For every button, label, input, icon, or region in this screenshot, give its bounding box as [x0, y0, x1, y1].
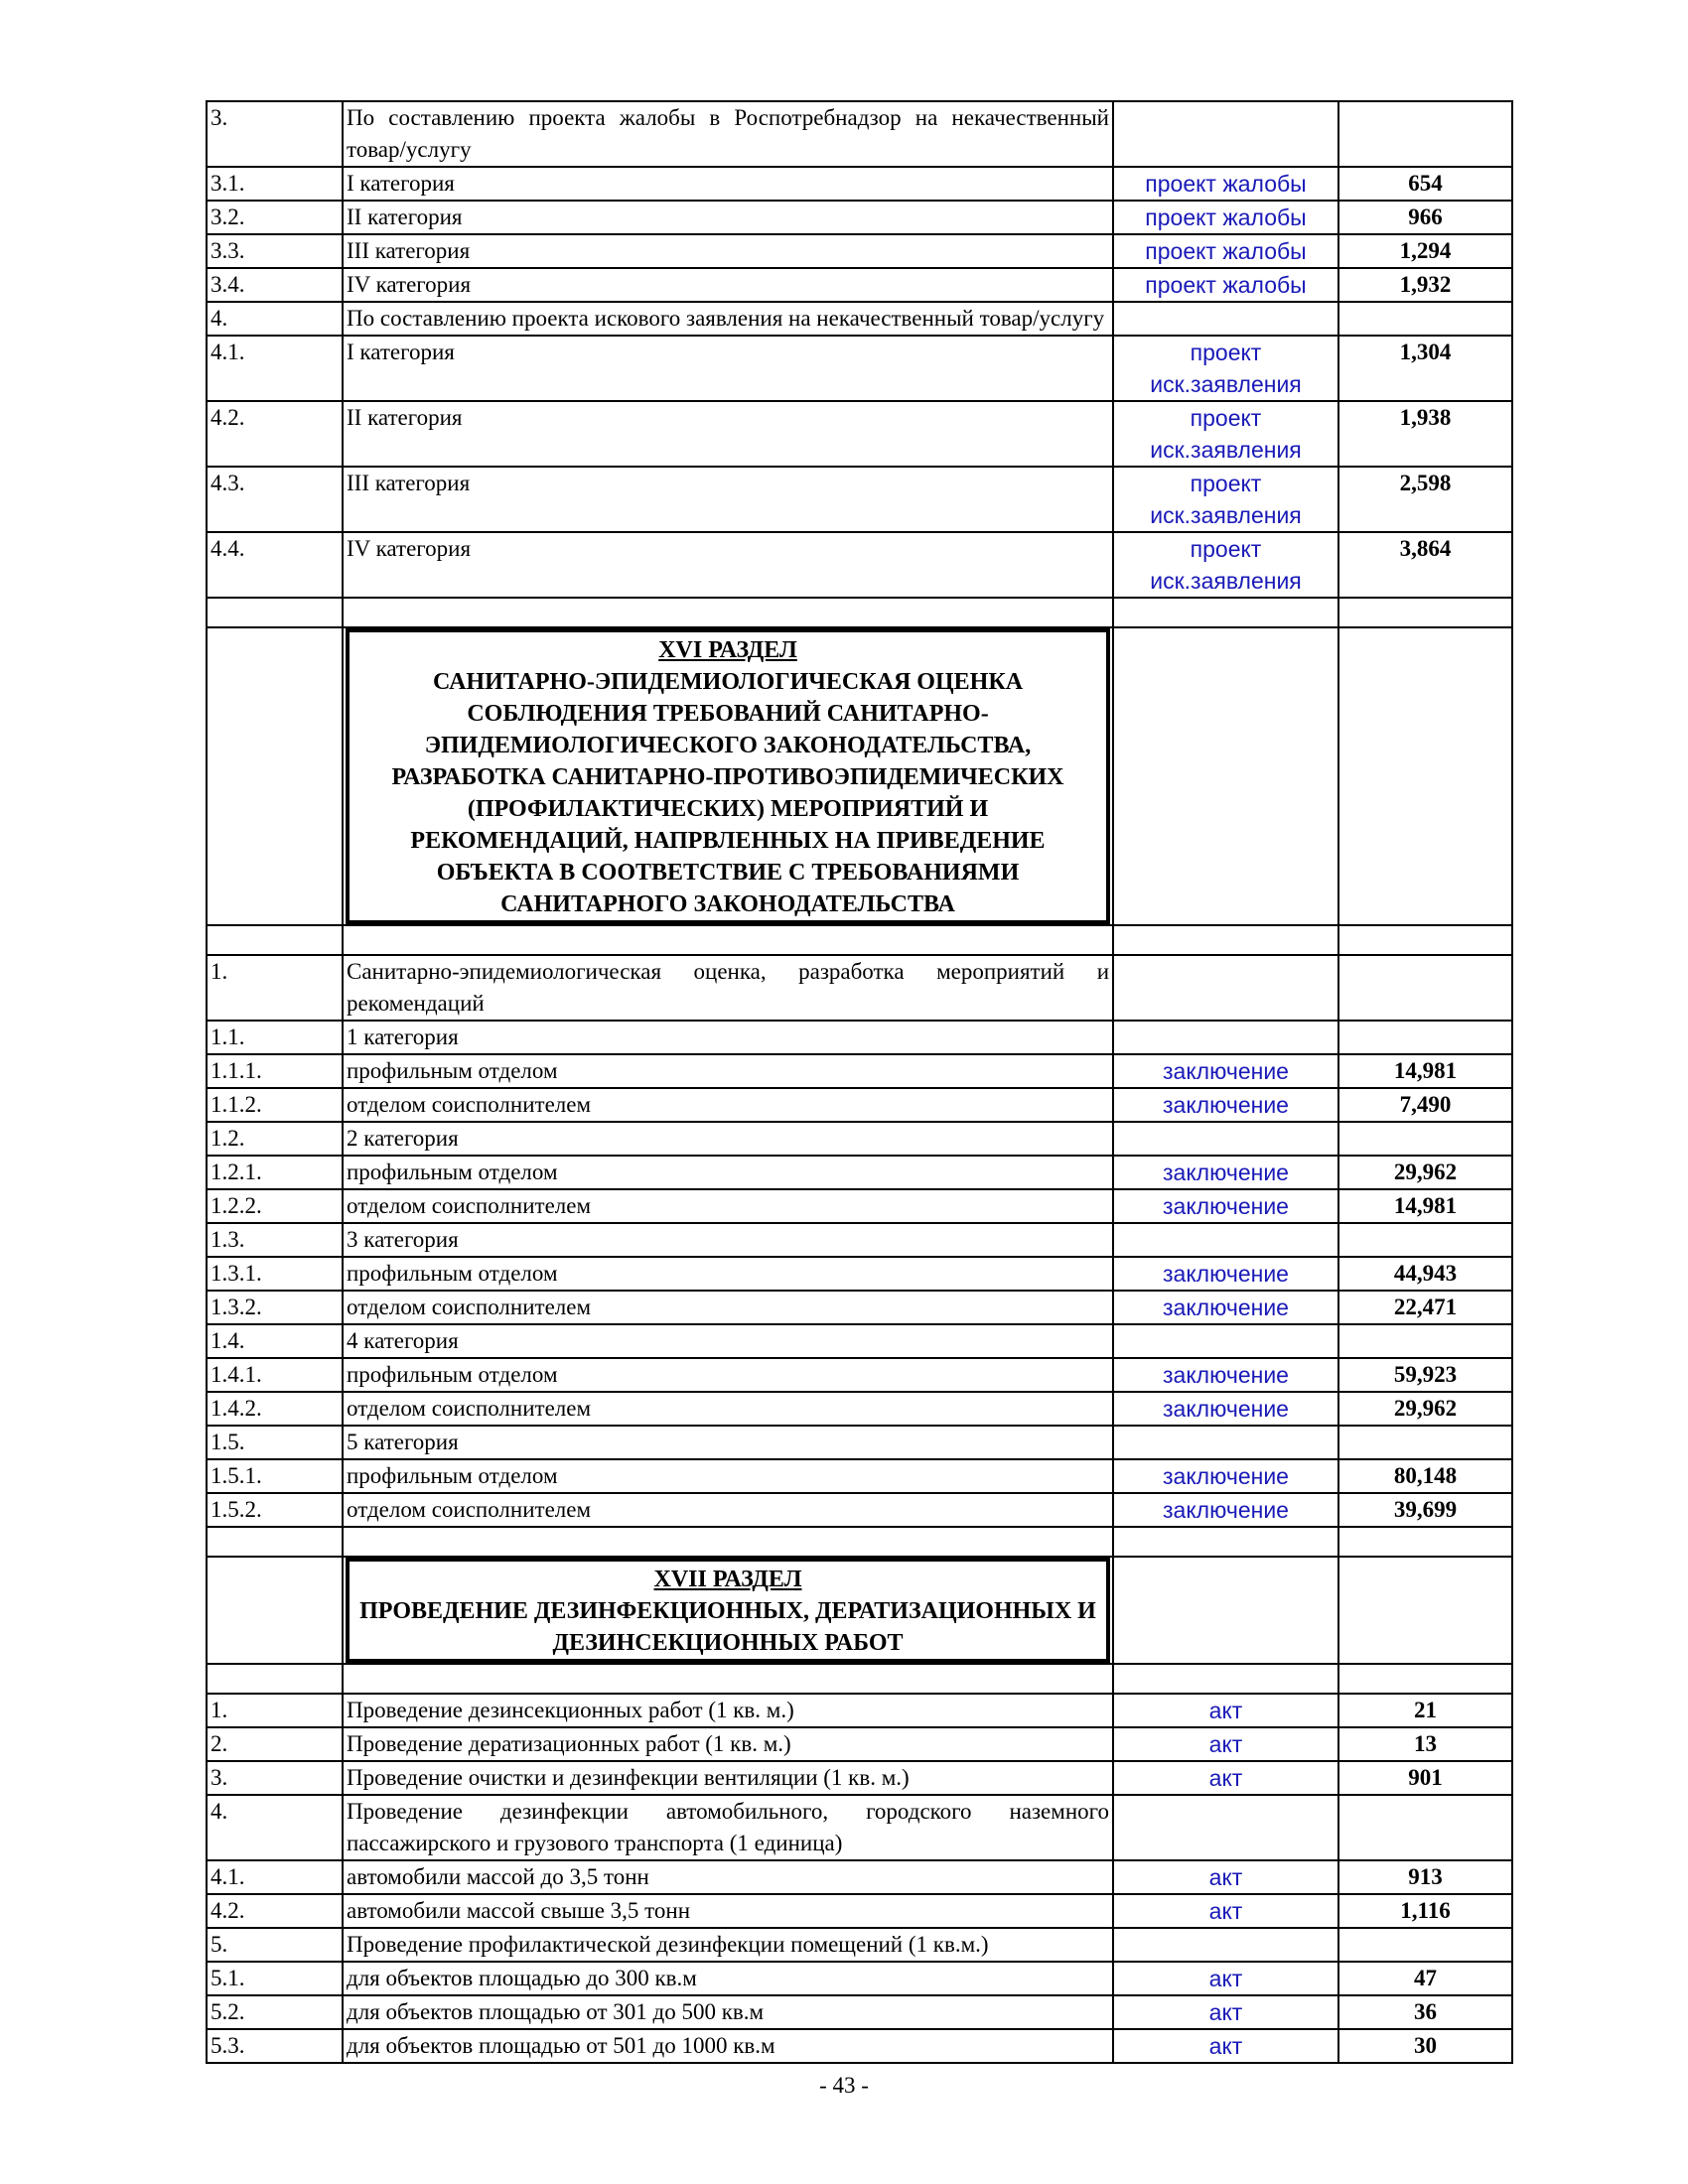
table-row [207, 101, 1512, 167]
row-description: автомобили массой свыше 3,5 тонн [343, 1894, 1113, 1928]
row-description: II категория [343, 401, 1113, 467]
row-price: 30 [1338, 2029, 1512, 2063]
row-number: 3.4. [207, 268, 343, 302]
table-row [207, 1928, 1512, 1962]
empty-row [207, 598, 1512, 627]
row-unit: акт [1113, 2029, 1338, 2063]
table-row [207, 1156, 1512, 1189]
row-unit: проект иск.заявления [1113, 532, 1338, 598]
row-unit [1113, 302, 1338, 336]
section-box [346, 1558, 1110, 1663]
empty-cell [1338, 1557, 1512, 1664]
row-description: По составлению проекта жалобы в Роспотребнадзор на некачественный товар/услугу [343, 101, 1113, 167]
empty-row [207, 1527, 1512, 1557]
row-unit: заключение [1113, 1459, 1338, 1493]
empty-cell [207, 1557, 343, 1664]
row-price: 14,981 [1338, 1054, 1512, 1088]
row-number: 4.1. [207, 1860, 343, 1894]
table-row [207, 1088, 1512, 1122]
empty-row [207, 1664, 1512, 1694]
row-price: 966 [1338, 201, 1512, 234]
row-number: 4. [207, 1795, 343, 1860]
price-table-body [207, 101, 1512, 2063]
section-heading: САНИТАРНО-ЭПИДЕМИОЛОГИЧЕСКАЯ ОЦЕНКА СОБЛЮДЕНИЯ ТРЕБОВАНИЙ САНИТАРНО-ЭПИДЕМИОЛОГИЧЕСКОГО ЗАКОНОДАТЕЛЬСТВА, РАЗРАБОТКА САНИТАРНО-ПРОТИВОЭПИДЕМИЧЕСКИХ (ПРОФИЛАКТИЧЕСКИХ) МЕРОПРИЯТИЙ И РЕКОМЕНДАЦИЙ, НАПРВЛЕННЫХ НА ПРИВЕДЕНИЕ ОБЪЕКТА В СООТВЕТСТВИЕ С ТРЕБОВАНИЯМИ САНИТАРНОГО ЗАКОНОДАТЕЛЬСТВА [391, 669, 1064, 917]
table-row [207, 532, 1512, 598]
row-unit: проект иск.заявления [1113, 401, 1338, 467]
row-price [1338, 1928, 1512, 1962]
table-row [207, 1054, 1512, 1088]
row-unit [1113, 101, 1338, 167]
row-price: 47 [1338, 1962, 1512, 1995]
row-price: 654 [1338, 167, 1512, 201]
row-price [1338, 955, 1512, 1021]
empty-cell [207, 598, 343, 627]
row-number: 3.1. [207, 167, 343, 201]
row-description: 4 категория [343, 1324, 1113, 1358]
row-unit: заключение [1113, 1291, 1338, 1324]
row-price: 1,304 [1338, 336, 1512, 401]
row-description: Проведение дератизационных работ (1 кв. м.) [343, 1727, 1113, 1761]
row-price: 14,981 [1338, 1189, 1512, 1223]
row-description: IV категория [343, 532, 1113, 598]
row-number: 5.1. [207, 1962, 343, 1995]
section-header-cell [343, 1557, 1113, 1664]
row-description: профильным отделом [343, 1358, 1113, 1392]
page-number: - 43 - [819, 2073, 869, 2098]
table-row [207, 955, 1512, 1021]
row-number: 4.2. [207, 401, 343, 467]
row-number: 3.2. [207, 201, 343, 234]
row-price: 13 [1338, 1727, 1512, 1761]
table-row [207, 401, 1512, 467]
row-price: 29,962 [1338, 1156, 1512, 1189]
row-unit [1113, 1122, 1338, 1156]
row-price: 3,864 [1338, 532, 1512, 598]
row-price: 1,938 [1338, 401, 1512, 467]
empty-cell [1113, 1557, 1338, 1664]
row-unit: проект иск.заявления [1113, 467, 1338, 532]
row-number: 4.2. [207, 1894, 343, 1928]
row-number: 2. [207, 1727, 343, 1761]
row-price [1338, 1021, 1512, 1054]
row-unit: проект жалобы [1113, 201, 1338, 234]
table-row [207, 1122, 1512, 1156]
table-row [207, 1761, 1512, 1795]
row-unit: заключение [1113, 1392, 1338, 1426]
row-price [1338, 1223, 1512, 1257]
table-row [207, 467, 1512, 532]
row-number: 1.1.1. [207, 1054, 343, 1088]
empty-cell [1113, 598, 1338, 627]
row-number: 3.3. [207, 234, 343, 268]
row-unit: проект жалобы [1113, 167, 1338, 201]
row-description: отделом соисполнителем [343, 1291, 1113, 1324]
row-number: 1.5.1. [207, 1459, 343, 1493]
row-price: 913 [1338, 1860, 1512, 1894]
row-description: I категория [343, 167, 1113, 201]
row-number: 1.5.2. [207, 1493, 343, 1527]
table-row [207, 1021, 1512, 1054]
row-description: для объектов площадью от 301 до 500 кв.м [343, 1995, 1113, 2029]
row-number: 1.3. [207, 1223, 343, 1257]
row-unit: заключение [1113, 1493, 1338, 1527]
row-unit: заключение [1113, 1257, 1338, 1291]
table-row [207, 1291, 1512, 1324]
row-price [1338, 302, 1512, 336]
row-description: отделом соисполнителем [343, 1189, 1113, 1223]
empty-cell [207, 1664, 343, 1694]
row-number: 3. [207, 101, 343, 167]
row-unit: заключение [1113, 1189, 1338, 1223]
row-description: для объектов площадью до 300 кв.м [343, 1962, 1113, 1995]
row-price: 1,116 [1338, 1894, 1512, 1928]
row-number: 1.3.2. [207, 1291, 343, 1324]
empty-cell [1113, 1527, 1338, 1557]
row-description: II категория [343, 201, 1113, 234]
row-price: 80,148 [1338, 1459, 1512, 1493]
table-row [207, 1358, 1512, 1392]
row-price: 59,923 [1338, 1358, 1512, 1392]
empty-cell [1338, 925, 1512, 955]
row-unit: заключение [1113, 1156, 1338, 1189]
table-row [207, 1493, 1512, 1527]
row-price: 1,932 [1338, 268, 1512, 302]
row-number: 1.3.1. [207, 1257, 343, 1291]
table-row [207, 1727, 1512, 1761]
row-unit [1113, 1324, 1338, 1358]
table-row [207, 1324, 1512, 1358]
table-row [207, 1894, 1512, 1928]
row-price: 22,471 [1338, 1291, 1512, 1324]
empty-cell [207, 925, 343, 955]
empty-row [207, 925, 1512, 955]
row-price: 36 [1338, 1995, 1512, 2029]
row-price [1338, 101, 1512, 167]
row-description: Проведение профилактической дезинфекции помещений (1 кв.м.) [343, 1928, 1113, 1962]
row-unit: акт [1113, 1995, 1338, 2029]
table-row [207, 1257, 1512, 1291]
row-description: III категория [343, 234, 1113, 268]
empty-cell [343, 1527, 1113, 1557]
table-row [207, 336, 1512, 401]
row-description: III категория [343, 467, 1113, 532]
table-row [207, 1995, 1512, 2029]
row-unit [1113, 1426, 1338, 1459]
table-row [207, 1223, 1512, 1257]
section-header-row [207, 1557, 1512, 1664]
row-number: 1.1. [207, 1021, 343, 1054]
row-description: I категория [343, 336, 1113, 401]
row-number: 1. [207, 955, 343, 1021]
table-row [207, 1795, 1512, 1860]
section-header-row [207, 627, 1512, 925]
row-number: 5.2. [207, 1995, 343, 2029]
row-price: 39,699 [1338, 1493, 1512, 1527]
table-row [207, 167, 1512, 201]
row-unit: акт [1113, 1894, 1338, 1928]
row-description: профильным отделом [343, 1459, 1113, 1493]
row-price [1338, 1122, 1512, 1156]
row-unit: заключение [1113, 1358, 1338, 1392]
row-unit [1113, 1223, 1338, 1257]
row-description: Проведение дезинфекции автомобильного, городского наземного пассажирского и грузового транспорта (1 единица) [343, 1795, 1113, 1860]
row-price: 1,294 [1338, 234, 1512, 268]
empty-cell [343, 598, 1113, 627]
row-number: 1. [207, 1694, 343, 1727]
row-number: 3. [207, 1761, 343, 1795]
row-number: 1.4. [207, 1324, 343, 1358]
row-description: Проведение дезинсекционных работ (1 кв. м.) [343, 1694, 1113, 1727]
row-number: 1.4.2. [207, 1392, 343, 1426]
row-description: отделом соисполнителем [343, 1392, 1113, 1426]
table-row [207, 1962, 1512, 1995]
row-description: профильным отделом [343, 1257, 1113, 1291]
table-row [207, 2029, 1512, 2063]
row-unit [1113, 955, 1338, 1021]
table-row [207, 1426, 1512, 1459]
row-unit [1113, 1021, 1338, 1054]
row-number: 1.4.1. [207, 1358, 343, 1392]
section-heading: ПРОВЕДЕНИЕ ДЕЗИНФЕКЦИОННЫХ, ДЕРАТИЗАЦИОННЫХ И ДЕЗИНСЕКЦИОННЫХ РАБОТ [359, 1598, 1096, 1656]
row-unit: заключение [1113, 1054, 1338, 1088]
row-price: 44,943 [1338, 1257, 1512, 1291]
row-description: профильным отделом [343, 1054, 1113, 1088]
section-title: XVI РАЗДЕЛ [658, 637, 797, 663]
row-description: Санитарно-эпидемиологическая оценка, разработка мероприятий и рекомендаций [343, 955, 1113, 1021]
section-box [346, 628, 1110, 924]
row-description: отделом соисполнителем [343, 1088, 1113, 1122]
row-description: 5 категория [343, 1426, 1113, 1459]
row-number: 5. [207, 1928, 343, 1962]
table-row [207, 1392, 1512, 1426]
row-price [1338, 1324, 1512, 1358]
row-price [1338, 1795, 1512, 1860]
empty-cell [1338, 598, 1512, 627]
row-unit: проект иск.заявления [1113, 336, 1338, 401]
row-unit [1113, 1795, 1338, 1860]
price-table [206, 100, 1513, 2064]
row-number: 1.2.1. [207, 1156, 343, 1189]
table-row [207, 1860, 1512, 1894]
row-number: 1.2. [207, 1122, 343, 1156]
row-number: 1.2.2. [207, 1189, 343, 1223]
table-row [207, 201, 1512, 234]
row-unit: проект жалобы [1113, 234, 1338, 268]
empty-cell [1113, 627, 1338, 925]
row-unit [1113, 1928, 1338, 1962]
table-row [207, 1694, 1512, 1727]
row-unit: проект жалобы [1113, 268, 1338, 302]
row-description: для объектов площадью от 501 до 1000 кв.м [343, 2029, 1113, 2063]
row-description: 2 категория [343, 1122, 1113, 1156]
row-price: 21 [1338, 1694, 1512, 1727]
empty-cell [343, 925, 1113, 955]
table-row [207, 1189, 1512, 1223]
table-row [207, 268, 1512, 302]
row-price [1338, 1426, 1512, 1459]
row-number: 5.3. [207, 2029, 343, 2063]
row-price: 901 [1338, 1761, 1512, 1795]
empty-cell [207, 627, 343, 925]
row-description: профильным отделом [343, 1156, 1113, 1189]
row-description: отделом соисполнителем [343, 1493, 1113, 1527]
row-description: Проведение очистки и дезинфекции вентиляции (1 кв. м.) [343, 1761, 1113, 1795]
empty-cell [343, 1664, 1113, 1694]
row-unit: акт [1113, 1761, 1338, 1795]
row-number: 1.1.2. [207, 1088, 343, 1122]
empty-cell [1338, 627, 1512, 925]
row-description: 3 категория [343, 1223, 1113, 1257]
empty-cell [1113, 1664, 1338, 1694]
row-unit: акт [1113, 1694, 1338, 1727]
row-unit: акт [1113, 1860, 1338, 1894]
empty-cell [1338, 1527, 1512, 1557]
empty-cell [1113, 925, 1338, 955]
section-title: XVII РАЗДЕЛ [653, 1567, 802, 1592]
row-unit: заключение [1113, 1088, 1338, 1122]
row-number: 1.5. [207, 1426, 343, 1459]
row-number: 4.4. [207, 532, 343, 598]
row-description: 1 категория [343, 1021, 1113, 1054]
row-price: 29,962 [1338, 1392, 1512, 1426]
row-number: 4. [207, 302, 343, 336]
table-row [207, 234, 1512, 268]
table-row [207, 302, 1512, 336]
table-row [207, 1459, 1512, 1493]
row-number: 4.3. [207, 467, 343, 532]
row-description: По составлению проекта искового заявления на некачественный товар/услугу [343, 302, 1113, 336]
row-description: IV категория [343, 268, 1113, 302]
empty-cell [1338, 1664, 1512, 1694]
row-number: 4.1. [207, 336, 343, 401]
row-price: 2,598 [1338, 467, 1512, 532]
empty-cell [207, 1527, 343, 1557]
row-description: автомобили массой до 3,5 тонн [343, 1860, 1113, 1894]
row-unit: акт [1113, 1727, 1338, 1761]
row-price: 7,490 [1338, 1088, 1512, 1122]
row-unit: акт [1113, 1962, 1338, 1995]
section-header-cell [343, 627, 1113, 925]
